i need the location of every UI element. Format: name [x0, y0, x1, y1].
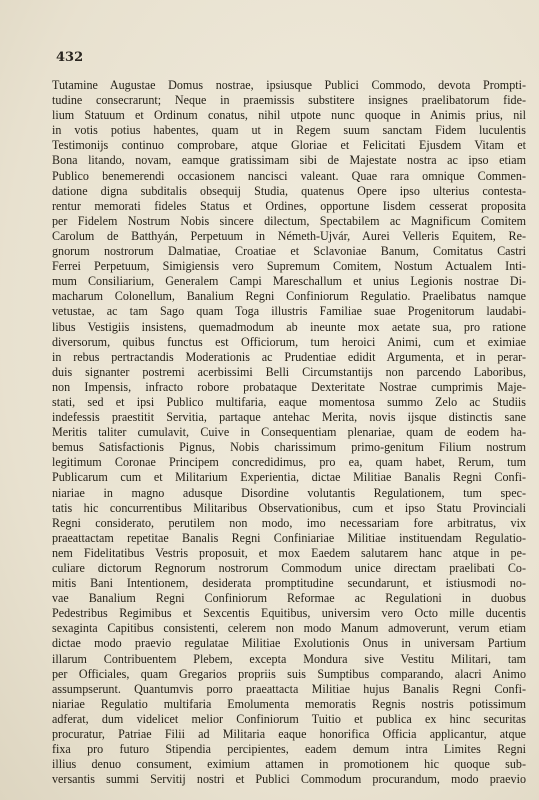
text-line: Bona litando, novam, eamque gratissimam sibi de Majestate nostra ac ipso etiam [52, 153, 526, 168]
text-line: praeattactam repetitae Banalis Regni Confiniariae Militiae instituendam Regulatio- [52, 530, 526, 545]
text-line: lium Statuum et Ordinum conatus, nihil utpote nunc quoque in Animis prius, nil [52, 108, 526, 123]
text-line: mum Consiliarium, Generalem Campi Mareschallum et unius Legionis nostrae Di- [52, 274, 526, 289]
text-line: Publico benemerendi occasionem nancisci valeant. Quae rara omnique Commen- [52, 168, 526, 183]
text-line: Pedestribus Regimibus et Sexcentis Equitibus, universim vero Octo mille ducentis [52, 606, 526, 621]
text-line: stati, sed et ipsi Publico multifaria, eaque momentosa summo Zelo ac Studiis [52, 394, 526, 409]
text-line: Meritis taliter cumulavit, Cuive in Consequentiam plenariae, quam de eodem ha- [52, 425, 526, 440]
text-line: nem Fidelitatibus Vestris proposuit, et mox Eaedem salutarem hanc atque in pe- [52, 545, 526, 560]
text-line: in votis potius habentes, quam ut in Regem suum sanctam Fidem luculentis [52, 123, 526, 138]
text-line: bemus Satisfactionis Pignus, Nobis charissimum primo-genitum Filium nostrum [52, 440, 526, 455]
text-line: niariae in magno adusque Disordine volutantis Regulationem, tum spec- [52, 485, 526, 500]
text-line: fixa pro futuro Stipendia percipientes, eadem demum intra Limites Regni [52, 742, 526, 757]
page-number: 432 [56, 50, 84, 65]
text-line: culiare dictorum Regnorum nostrorum Commodum unice directam praelibati Co- [52, 561, 526, 575]
text-line: duis signanter postremi acerbissimi Belli Circumstantijs non parcendo Laboribus, [52, 364, 526, 379]
text-line: illarum Contribuentem Plebem, excepta Mondura sive Vestitu Militari, tam [52, 651, 526, 666]
text-line: Tutamine Augustae Domus nostrae, ipsiusque Publici Commodo, devota Prompti- [52, 78, 526, 92]
text-line: niariae Regulatio multifaria Emolumenta memoratis Regnis nostris potissimum [52, 696, 526, 711]
text-line: versantis summi Servitij nostri et Publici Commodum procurandum, modo praevio [52, 772, 526, 787]
text-line: tudine consecrarunt; Neque in praemissis substitere insignes praelibatorum fide- [52, 93, 526, 108]
text-line: Regni considerato, perutilem non modo, imo necessariam fore arbitratus, vix [52, 515, 526, 530]
text-line: macharum Colonellum, Banalium Regni Confiniorum Regulatio. Praelibatus namque [52, 289, 526, 304]
text-line: assumpserunt. Quantumvis porro praeattacta Militiae hujus Banalis Regni Confi- [52, 681, 526, 696]
text-line: non Impensis, infracto robore probataque Dexteritate Nostrae cumprimis Maje- [52, 379, 526, 394]
text-line: mitis Bani Intentionem, desiderata promptitudine secundarunt, et istiusmodi no- [52, 576, 526, 591]
text-line: diversorum, quibus functus est Officiorum, tum heroici Animi, cum et eximiae [52, 334, 526, 349]
text-line: illius denuo consument, eximium attamen in promotionem hic quoque sub- [52, 757, 526, 772]
text-line: gnorum nostrorum Dalmatiae, Croatiae et Sclavoniae Banum, Comitatus Castri [52, 244, 526, 259]
text-line: indefessis praestitit Servitia, partaque antehac Merita, novis ijsque distinctis sane [52, 410, 526, 425]
text-line: Publicarum cum et Militarium Experientia, dictae Militiae Banalis Regni Confi- [52, 470, 526, 485]
text-line: sexaginta Capitibus consistenti, celerem non modo Manum admoverunt, verum etiam [52, 621, 526, 636]
text-line: per Officiales, quam Gregarios propriis suis Sumptibus comparando, alacri Animo [52, 666, 526, 681]
text-line: per Fidelem Nostrum Nobis sincere dilectum, Spectabilem ac Magnificum Comitem [52, 213, 526, 228]
text-line: rentur memorati fideles Status et Ordines, opportune Iisdem cesserat proposita [52, 198, 526, 213]
text-line: datione digna subditalis obsequij Studia, quatenus Opere ipso ulterius contesta- [52, 183, 526, 198]
text-line: tatis hic concurrentibus Militaribus Observationibus, cum et ipso Statu Provinciali [52, 500, 526, 515]
text-line: legitimum Coronae Principem concredidimus, pro ea, quam habet, Rerum, tum [52, 455, 526, 470]
text-line: Carolum de Batthyán, Perpetuum in Németh-Ujvár, Aurei Velleris Equitem, Re- [52, 228, 526, 243]
text-line: adferat, dum videlicet melior Confiniorum Tuitio et publica ex hinc securitas [52, 711, 526, 726]
text-line: libus Vestigiis insistens, quemadmodum ab ineunte mox aetate sua, pro ratione [52, 319, 526, 334]
body-text [52, 78, 526, 787]
text-line: dictae modo praevio regulatae Militiae Exolutionis Onus in universam Partium [52, 636, 526, 651]
text-line: procuratur, Patriae Filii ad Militaria eaque honorifica Officia applicantur, atque [52, 727, 526, 742]
text-line: vae Banalium Regni Confiniorum Reformae ac Regulationi in duobus [52, 591, 526, 606]
text-line: Ferrei Perpetuum, Simigiensis vero Supremum Comitem, Nostum Actualem Inti- [52, 259, 526, 274]
text-line: in rebus pertractandis Moderationis ac Prudentiae edidit Argumenta, et in perar- [52, 349, 526, 364]
text-line: vetustae, ac tam Sago quam Toga illustris Familiae suae Progenitorum laudabi- [52, 304, 526, 319]
text-line: Testimonijs continuo comprobare, atque Gloriae et Felicitati Ejusdem Vitam et [52, 138, 526, 153]
